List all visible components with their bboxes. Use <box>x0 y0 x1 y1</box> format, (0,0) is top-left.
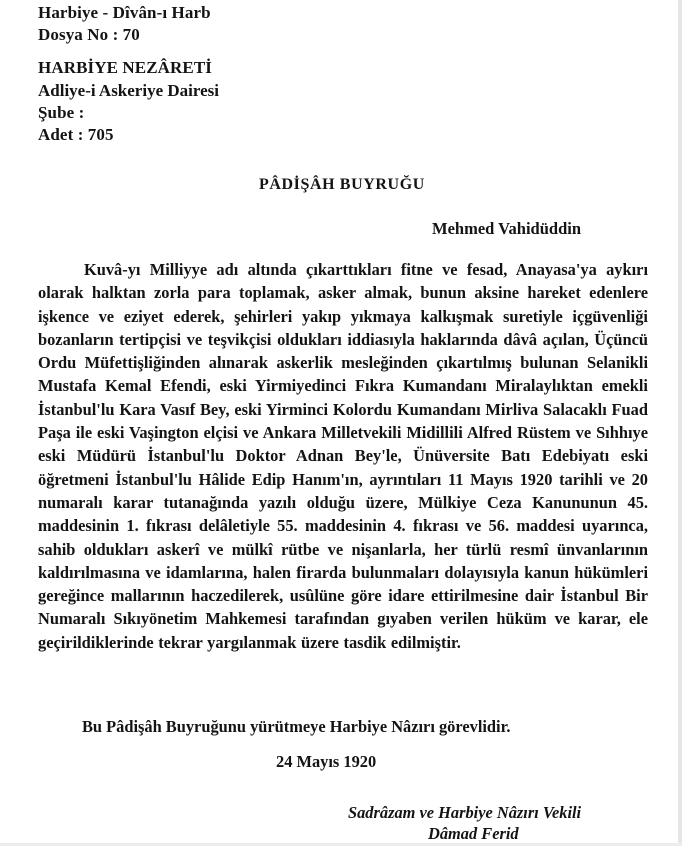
archive-reference: Harbiye - Dîvân-ı Harb <box>38 3 211 22</box>
decree-date: 24 Mayıs 1920 <box>276 752 377 771</box>
closing-statement: Bu Pâdişâh Buyruğunu yürütmeye Harbiye Nâzırı görevlidir. <box>82 717 511 736</box>
document-title: PÂDİŞÂH BUYRUĞU <box>259 176 425 193</box>
department-name: Adliye-i Askeriye Dairesi <box>38 81 219 100</box>
decree-paragraph: Kuvâ-yı Milliyye adı altında çıkarttıkları fitne ve fesad, Anayasa'ya aykırı olarak halktan zorla para toplamak, asker almak, bunun aksine hareket edenlere işkence ve eziyet ederek, şehirleri yakıp yıkmaya kalkışmak suretiyle içgüvenliği bozanların tertipçisi ve teşvikçisi oldukları iddiasıyla haklarında dâvâ açılan, Üçüncü Ordu Müfettişliğinden alınarak askerlik mesleğinden çıkartılmış bulunan Selanikli Mustafa Kemal Efendi, eski Yirmiyedinci Fıkra Kumandanı Miralaylıktan emekli İstanbul'lu Kara Vasıf Bey, eski Yirminci Kolordu Kumandanı Mirliva Salacaklı Fuad Paşa ile eski Vaşington elçisi ve Ankara Milletvekili Midillili Alfred Rüstem ve Sıhhıye eski Müdürü İstanbul'lu Doktor Adnan Bey'le, Ünüversite Batı Edebiyatı eski öğretmeni İstanbul'lu Hâlide Edip Hanım'ın, ayrıntıları 11 Mayıs 1920 tarihli ve 20 numaralı karar tutanağında yazılı olduğu üzere, Mülkiye Ceza Kanununun 45. maddesinin 1. fıkrası delâletiyle 55. maddesinin 4. fıkrası ve 56. maddesi uyarınca, sahib oldukları askerî ve mülkî rütbe ve nişanlarla, her türlü resmî ünvanlarının kaldırılmasına ve idamlarına, halen firarda bulunmaları dolayısıyla kanun hükümleri gereğince mallarının haczedilerek, usûlüne göre idare ettirilmesine dair İstanbul Bir Numaralı Sıkıyönetim Mahkemesi tarafından gıyaben verilen hüküm ve karar, ele geçirildiklerinde tekrar yargılanmak üzere tasdik edilmiştir. <box>38 260 648 652</box>
file-number: Dosya No : 70 <box>38 25 140 44</box>
signature-title: Sadrâzam ve Harbiye Nâzırı Vekili <box>348 803 582 822</box>
branch-label: Şube : <box>38 103 85 122</box>
ministry-name: HARBİYE NEZÂRETİ <box>38 58 212 77</box>
decree-body <box>38 258 648 654</box>
count-label: Adet : 705 <box>38 125 114 144</box>
signature-name: Dâmad Ferid <box>428 824 519 843</box>
sultan-signer: Mehmed Vahidüddin <box>432 219 582 238</box>
page-edge-right <box>678 0 682 846</box>
